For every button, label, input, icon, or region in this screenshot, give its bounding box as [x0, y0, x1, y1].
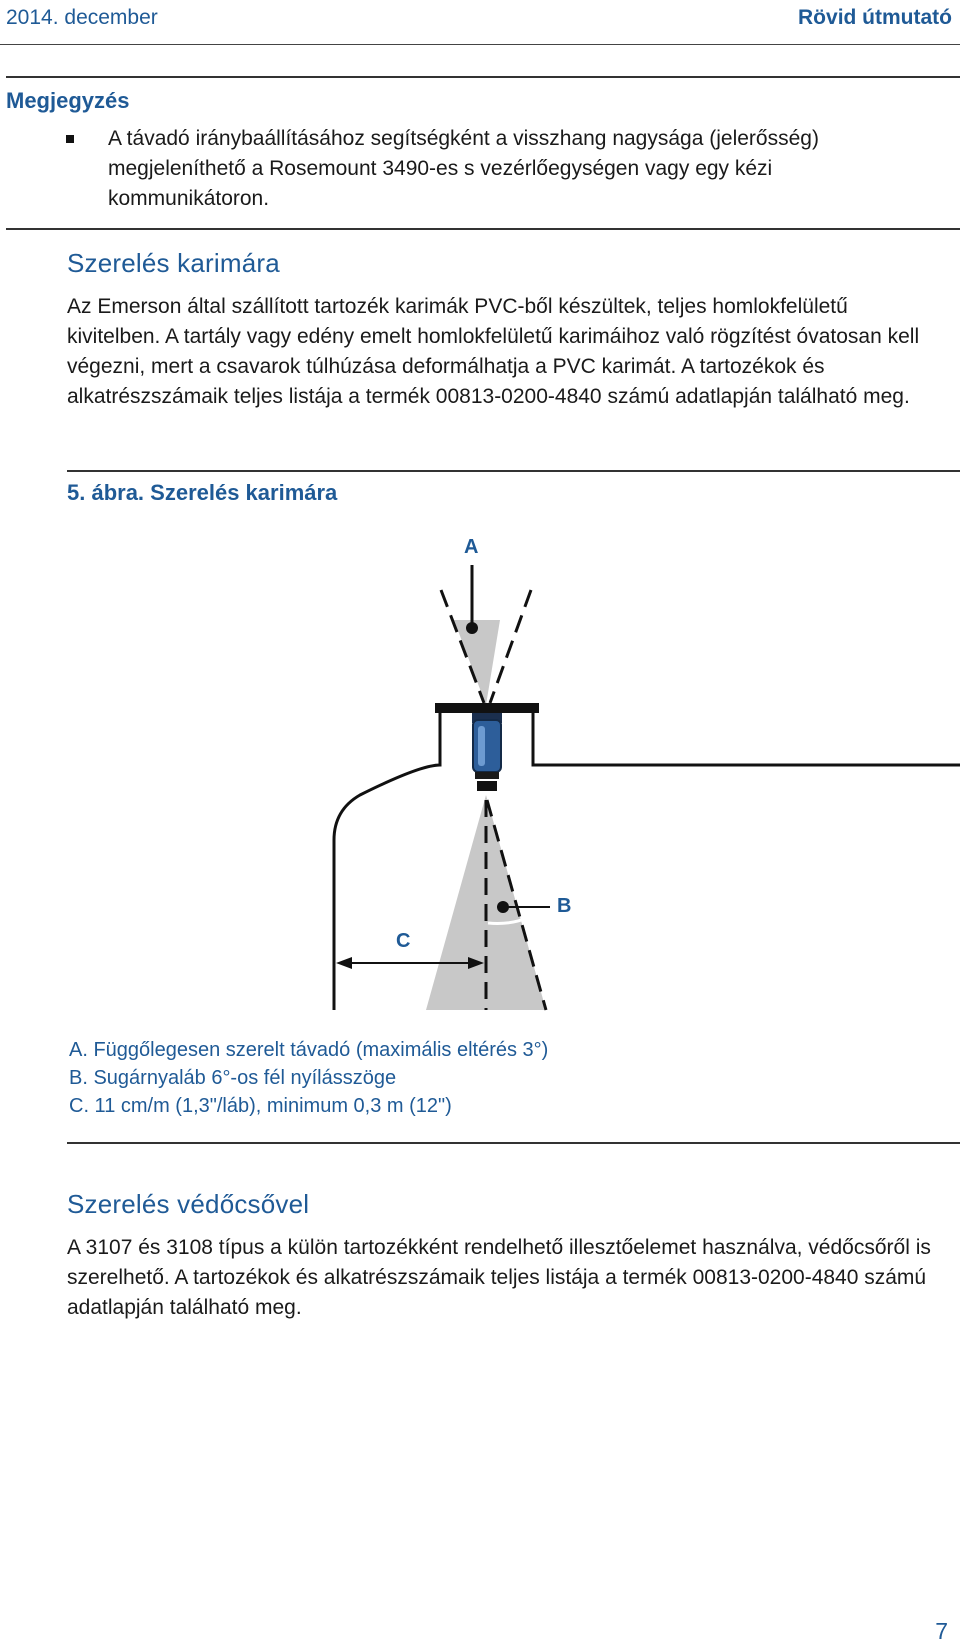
sensor-tip [477, 781, 497, 791]
section-paragraph-standpipe: A 3107 és 3108 típus a külön tartozékként rendelhető illesztőelemet használva, védőcsőről is szerelhető. A tartozékok és alkatrészszámaik teljes listája a termék 00813-0200-4840 számú adatlapján található meg. [67, 1236, 931, 1319]
note-title: Megjegyzés [6, 88, 130, 113]
tank-roof-right [533, 712, 960, 765]
legend-item-a: A. Függőlegesen szerelt távadó (maximális eltérés 3°) [69, 1039, 549, 1061]
section-heading-flange: Szerelés karimára [67, 248, 280, 278]
deviation-line-right [490, 590, 531, 703]
arrowhead-left [336, 957, 352, 969]
figure-legend [69, 1036, 548, 1120]
figure-label-b: B [557, 895, 572, 917]
section-heading-standpipe: Szerelés védőcsővel [67, 1189, 310, 1219]
legend-item-c: C. 11 cm/m (1,3"/láb), minimum 0,3 m (12") [69, 1095, 452, 1117]
note-text: A távadó iránybaállításához segítségként a visszhang nagysága (jelerősség) megjeleníthető a Rosemount 3490-es s vezérlőegységen vagy egy kézi kommunikátoron. [108, 127, 819, 210]
header-date: 2014. december [6, 6, 158, 29]
figure-label-c: C [396, 930, 411, 952]
sensor-highlight [478, 726, 485, 766]
flange-plate [435, 703, 539, 713]
sensor-body [473, 720, 501, 772]
sensor-base [475, 772, 499, 779]
page-number: 7 [935, 1618, 948, 1644]
pivot-dot-a [466, 622, 478, 634]
figure-bottom-divider [67, 1142, 960, 1144]
figure-title: 5. ábra. Szerelés karimára [67, 480, 338, 505]
header-doc-type: Rövid útmutató [798, 6, 952, 29]
section-paragraph-flange: Az Emerson által szállított tartozék karimák PVC-ből készültek, teljes homlokfelületű kivitelben. A tartály vagy edény emelt homlokfelületű karimáihoz való rögzítést óvatosan kell végezni, mert a csavarok túlhúzása deformálhatja a PVC karimát. A tartozékok és alkatrészszámaik teljes listája a termék 00813-0200-4840 számú adatlapján található meg. [67, 295, 920, 408]
figure-label-a: A [464, 536, 479, 558]
legend-item-b: B. Sugárnyaláb 6°-os fél nyílásszöge [69, 1067, 397, 1089]
